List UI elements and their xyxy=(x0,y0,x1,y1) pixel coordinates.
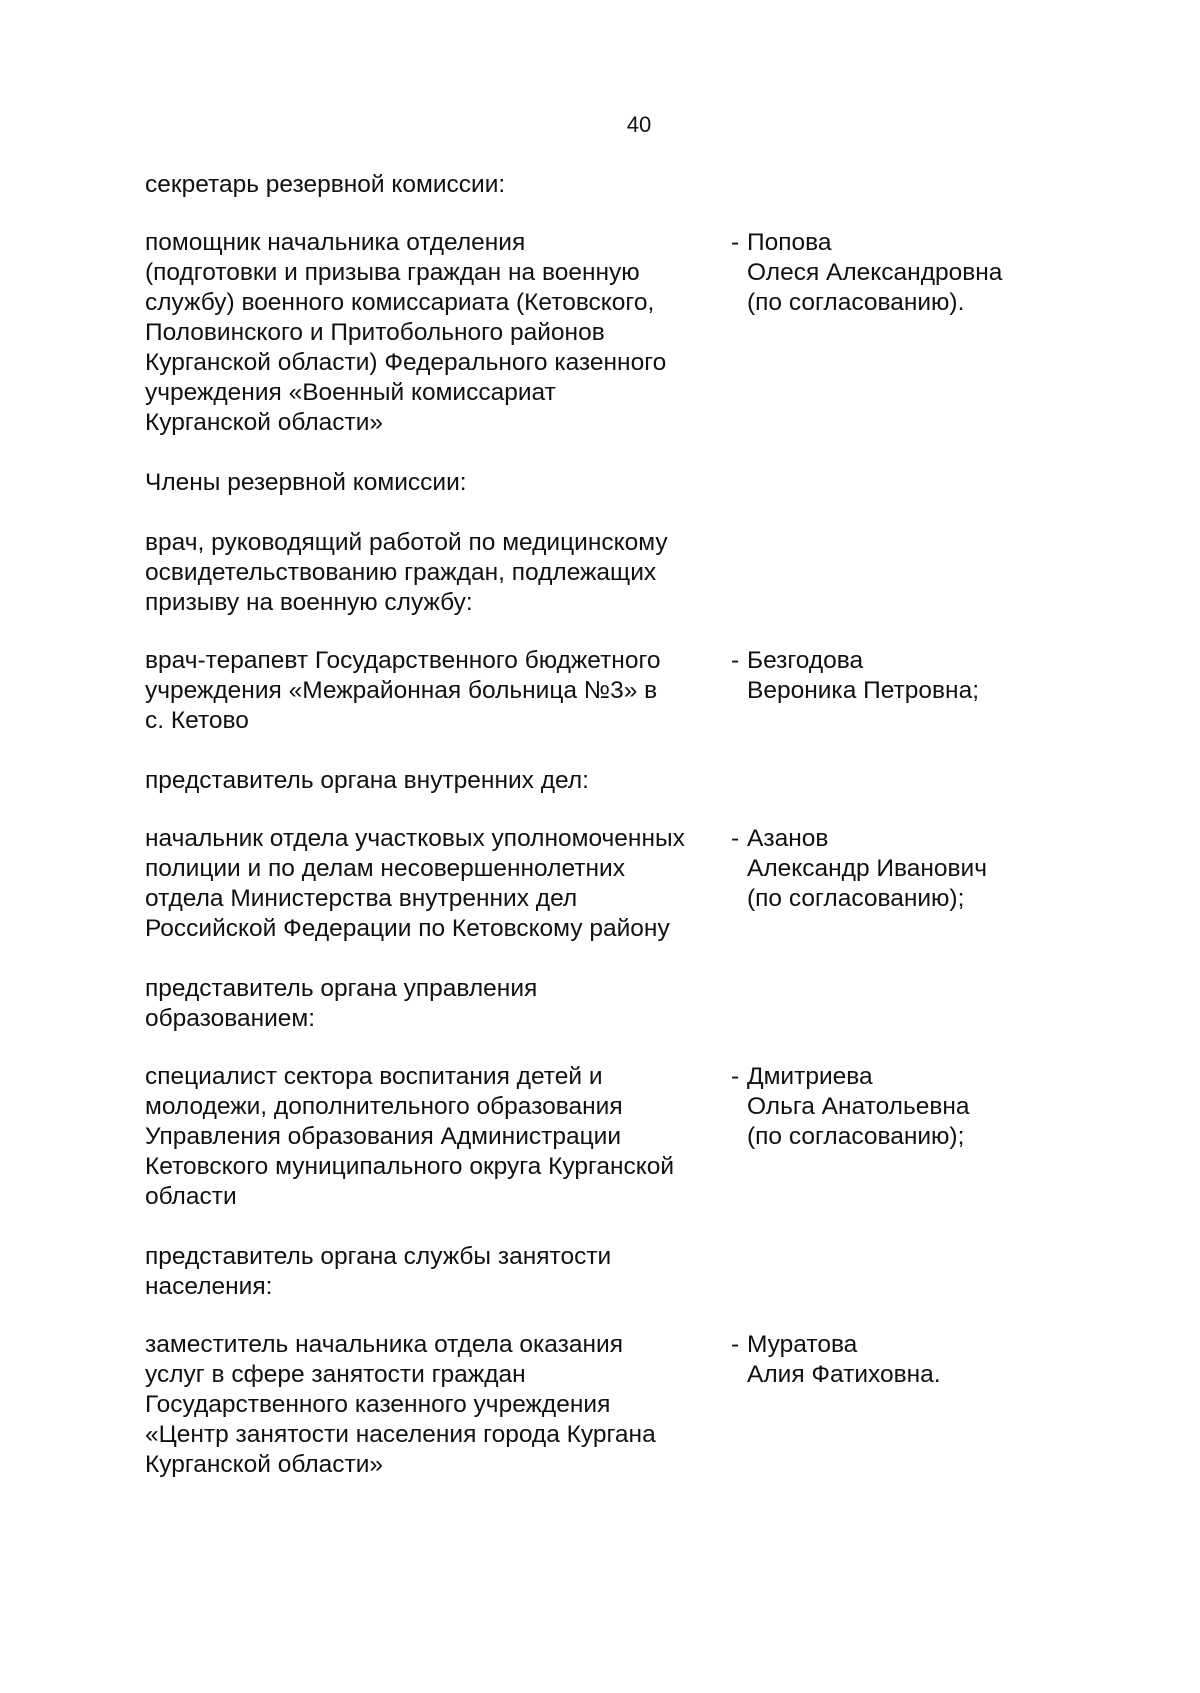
position-line: учреждения «Военный комиссариат xyxy=(145,379,556,406)
member-row-azanov xyxy=(145,824,1045,944)
member-row-popova xyxy=(145,228,1045,438)
position-line: Курганской области» xyxy=(145,409,384,436)
member-position xyxy=(145,824,731,944)
member-position xyxy=(145,646,731,736)
member-position xyxy=(145,228,731,438)
position-line: учреждения «Межрайонная больница №3» в xyxy=(145,677,658,704)
section-heading-police: представитель органа внутренних дел: xyxy=(145,767,589,794)
position-line: помощник начальника отделения xyxy=(145,229,526,256)
member-row-dmitrieva xyxy=(145,1062,1045,1212)
page-number: 40 xyxy=(626,112,652,137)
person-note: (по согласованию); xyxy=(747,885,965,912)
heading-line: образованием: xyxy=(145,1005,316,1032)
section-heading-doctor xyxy=(145,528,1045,618)
position-line: с. Кетово xyxy=(145,707,249,734)
member-person xyxy=(731,228,1045,318)
person-name: Алия Фатиховна. xyxy=(747,1361,941,1388)
dash-separator: - xyxy=(731,1331,740,1358)
dash-separator: - xyxy=(731,647,740,674)
person-note: (по согласованию). xyxy=(747,289,965,316)
member-row-bezgodova xyxy=(145,646,1045,736)
dash-separator: - xyxy=(731,825,740,852)
position-line: врач-терапевт Государственного бюджетного xyxy=(145,647,661,674)
person-surname: Азанов xyxy=(747,825,829,852)
position-line: Половинского и Притобольного районов xyxy=(145,319,605,346)
member-person xyxy=(731,824,1045,914)
dash-separator: - xyxy=(731,1063,740,1090)
position-line: Курганской области) Федерального казенного xyxy=(145,349,667,376)
position-line: Курганской области» xyxy=(145,1451,384,1478)
heading-line: освидетельствованию граждан, подлежащих xyxy=(145,559,657,586)
dash-separator: - xyxy=(731,229,740,256)
section-heading-members: Члены резервной комиссии: xyxy=(145,469,467,496)
member-person xyxy=(731,1330,1045,1390)
position-line: «Центр занятости населения города Кургана xyxy=(145,1421,656,1448)
person-name: Вероника Петровна; xyxy=(747,677,979,704)
person-surname: Дмитриева xyxy=(747,1063,873,1090)
position-line: услуг в сфере занятости граждан xyxy=(145,1361,526,1388)
person-name: Ольга Анатольевна xyxy=(747,1093,970,1120)
commission-list xyxy=(145,170,1045,1480)
position-line: специалист сектора воспитания детей и xyxy=(145,1063,603,1090)
heading-line: призыву на военную службу: xyxy=(145,589,473,616)
section-heading-secretary: секретарь резервной комиссии: xyxy=(145,171,506,198)
member-person xyxy=(731,646,1045,706)
section-heading-employment xyxy=(145,1242,1045,1302)
member-position xyxy=(145,1330,731,1480)
position-line: Государственного казенного учреждения xyxy=(145,1391,611,1418)
position-line: начальник отдела участковых уполномоченных xyxy=(145,825,685,852)
person-note: (по согласованию); xyxy=(747,1123,965,1150)
member-position xyxy=(145,1062,731,1212)
person-surname: Попова xyxy=(747,229,832,256)
section-heading-education xyxy=(145,974,1045,1034)
heading-line: врач, руководящий работой по медицинскому xyxy=(145,529,668,556)
member-person xyxy=(731,1062,1045,1152)
person-surname: Безгодова xyxy=(747,647,864,674)
position-line: молодежи, дополнительного образования xyxy=(145,1093,623,1120)
heading-line: населения: xyxy=(145,1273,273,1300)
person-surname: Муратова xyxy=(747,1331,858,1358)
position-line: (подготовки и призыва граждан на военную xyxy=(145,259,640,286)
member-row-muratova xyxy=(145,1330,1045,1480)
heading-line: представитель органа службы занятости xyxy=(145,1243,612,1270)
person-name: Олеся Александровна xyxy=(747,259,1003,286)
position-line: Управления образования Администрации xyxy=(145,1123,622,1150)
position-line: заместитель начальника отдела оказания xyxy=(145,1331,623,1358)
position-line: Кетовского муниципального округа Курганской xyxy=(145,1153,675,1180)
position-line: отдела Министерства внутренних дел xyxy=(145,885,578,912)
position-line: службу) военного комиссариата (Кетовского, xyxy=(145,289,655,316)
person-name: Александр Иванович xyxy=(747,855,987,882)
position-line: области xyxy=(145,1183,237,1210)
position-line: Российской Федерации по Кетовскому району xyxy=(145,915,670,942)
position-line: полиции и по делам несовершеннолетних xyxy=(145,855,625,882)
heading-line: представитель органа управления xyxy=(145,975,538,1002)
